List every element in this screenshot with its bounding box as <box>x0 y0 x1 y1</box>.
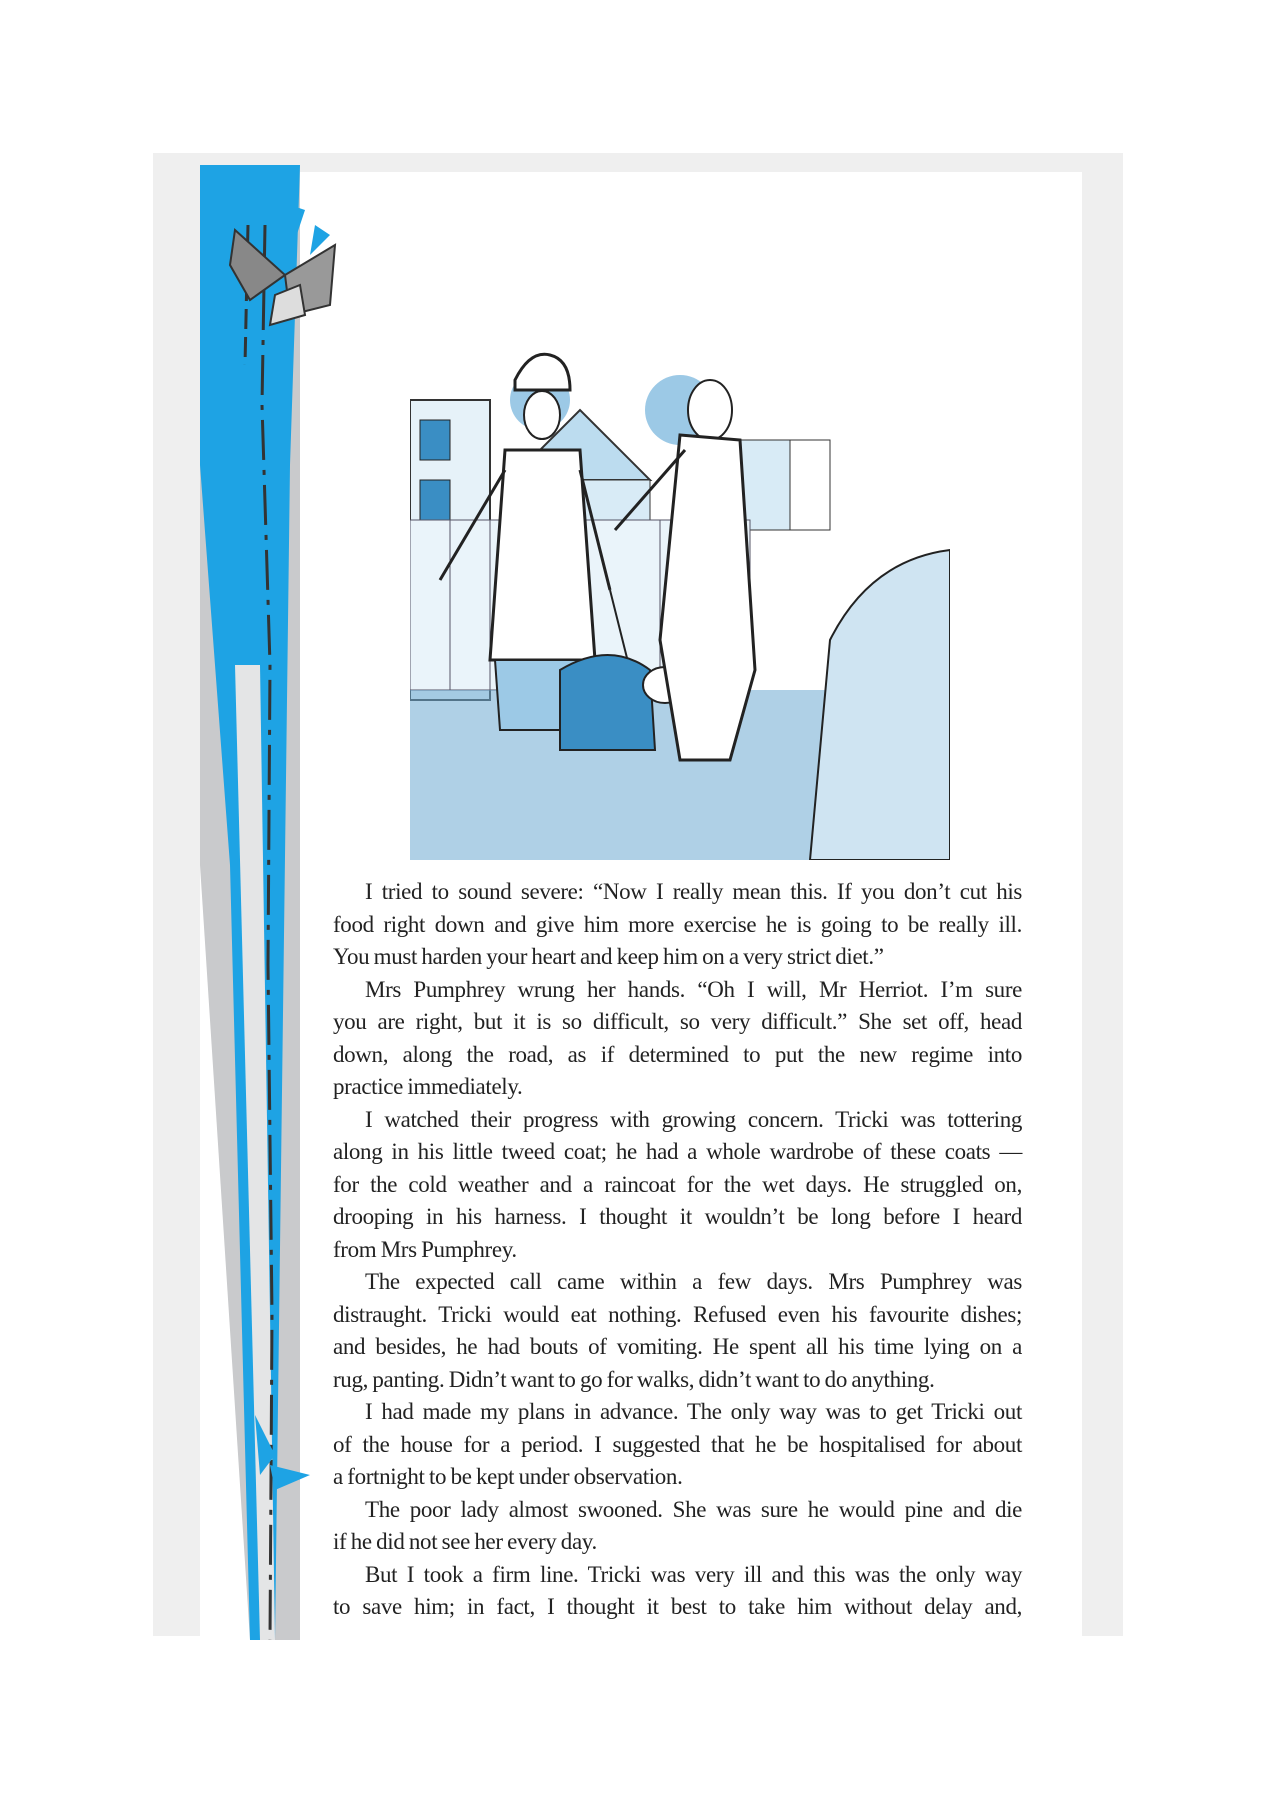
text-line: distraught. Tricki would eat nothing. Refused even his favourite dishes; <box>333 1301 1022 1327</box>
text-line: along in his little tweed coat; he had a whole wardrobe of these coats — <box>333 1139 1022 1164</box>
paragraph <box>333 1104 1022 1267</box>
text-line: But I took a firm line. Tricki was very ill and this was the only way <box>365 1561 1022 1587</box>
margin-decoration <box>190 165 340 1640</box>
text-line: you are right, but it is so difficult, so very difficult.” She set off, head <box>333 1009 1022 1034</box>
text-line: and besides, he had bouts of vomiting. He spent all his time lying on a <box>333 1334 1022 1359</box>
text-line: Mrs Pumphrey wrung her hands. “Oh I will, Mr Herriot. I’m sure <box>365 976 1022 1002</box>
text-line: to save him; in fact, I thought it best to take him without delay and, <box>333 1594 1022 1619</box>
text-line: a fortnight to be kept under observation. <box>333 1464 683 1489</box>
text-line: from Mrs Pumphrey. <box>333 1236 517 1262</box>
paragraph <box>333 1559 1022 1624</box>
text-line: I had made my plans in advance. The only way was to get Tricki out <box>365 1399 1022 1424</box>
text-line: down, along the road, as if determined to put the new regime into <box>333 1041 1022 1067</box>
text-line: practice immediately. <box>333 1074 523 1099</box>
text-line: rug, panting. Didn’t want to go for walks, didn’t want to do anything. <box>333 1366 935 1392</box>
text-line: of the house for a period. I suggested that he be hospitalised for about <box>333 1431 1022 1457</box>
text-line: The poor lady almost swooned. She was sure he would pine and die <box>365 1496 1022 1522</box>
paragraph <box>333 1266 1022 1396</box>
story-text <box>333 876 1022 1624</box>
text-line: The expected call came within a few days. Mrs Pumphrey was <box>365 1269 1022 1294</box>
text-line: drooping in his harness. I thought it wouldn’t be long before I heard <box>333 1204 1022 1229</box>
paragraph <box>333 876 1022 974</box>
text-line: for the cold weather and a raincoat for the wet days. He struggled on, <box>333 1171 1022 1197</box>
story-illustration <box>410 340 950 860</box>
text-line: if he did not see her every day. <box>333 1529 597 1554</box>
paragraph <box>333 974 1022 1104</box>
text-line: I watched their progress with growing concern. Tricki was tottering <box>365 1106 1022 1132</box>
paragraph <box>333 1396 1022 1494</box>
text-line: You must harden your heart and keep him on a very strict diet.” <box>333 944 884 969</box>
text-line: I tried to sound severe: “Now I really mean this. If you don’t cut his <box>365 879 1022 904</box>
text-line: food right down and give him more exercise he is going to be really ill. <box>333 911 1022 937</box>
paragraph <box>333 1494 1022 1559</box>
